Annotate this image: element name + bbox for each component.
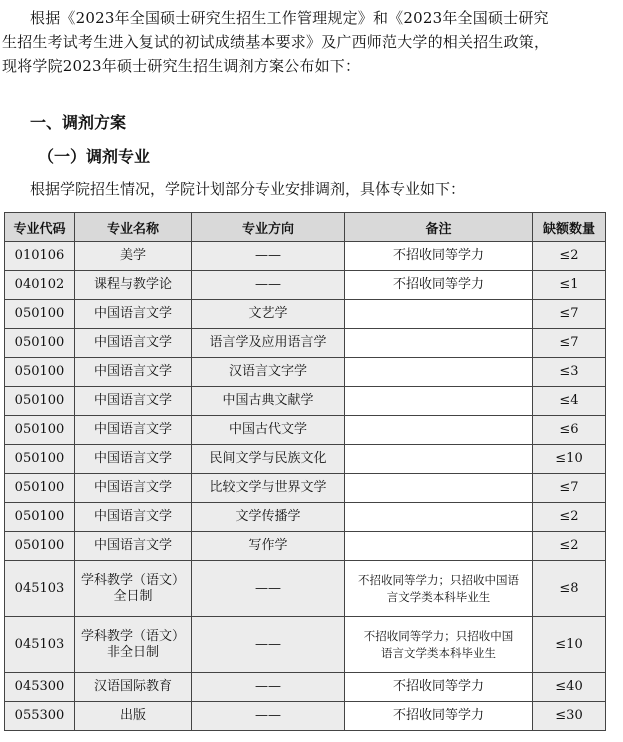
table-row: [5, 387, 606, 416]
cell-note-line-2: 语言文学类本科毕业生: [381, 645, 496, 660]
cell-name: 中国语言文学: [75, 474, 192, 503]
cell-code: 045300: [5, 673, 75, 702]
cell-code: 040102: [5, 271, 75, 300]
cell-quota: ≤7: [533, 474, 606, 503]
table-row: [5, 503, 606, 532]
cell-name: [75, 617, 192, 673]
cell-note: [345, 617, 533, 673]
adjustment-majors-table: [4, 212, 606, 731]
table-row: [5, 358, 606, 387]
intro-line-1: 根据《2023年全国硕士研究生招生工作管理规定》和《2023年全国硕士研究: [30, 9, 549, 27]
cell-note: 不招收同等学力: [345, 242, 533, 271]
cell-name: 美学: [75, 242, 192, 271]
cell-code: 050100: [5, 503, 75, 532]
cell-direction: 汉语言文字学: [192, 358, 345, 387]
cell-name: [75, 561, 192, 617]
cell-name: 汉语国际教育: [75, 673, 192, 702]
cell-name: 中国语言文学: [75, 532, 192, 561]
cell-name-line-1: 学科教学（语文）: [80, 628, 185, 644]
cell-direction: ——: [192, 673, 345, 702]
header-name: 专业名称: [75, 213, 192, 242]
cell-code: 050100: [5, 329, 75, 358]
cell-quota: ≤10: [533, 445, 606, 474]
cell-code: 045103: [5, 561, 75, 617]
cell-name: 课程与教学论: [75, 271, 192, 300]
cell-note: [345, 329, 533, 358]
section-heading: 一、调剂方案: [30, 113, 127, 132]
header-note: 备注: [345, 213, 533, 242]
table-row: [5, 242, 606, 271]
subsection-heading: （一）调剂专业: [38, 147, 151, 166]
cell-direction: ——: [192, 617, 345, 673]
cell-name: 中国语言文学: [75, 445, 192, 474]
table-row: [5, 445, 606, 474]
cell-code: 010106: [5, 242, 75, 271]
cell-direction: 中国古代文学: [192, 416, 345, 445]
cell-name: 中国语言文学: [75, 503, 192, 532]
cell-quota: ≤10: [533, 617, 606, 673]
cell-code: 050100: [5, 445, 75, 474]
cell-note: [345, 416, 533, 445]
cell-quota: ≤40: [533, 673, 606, 702]
cell-quota: ≤4: [533, 387, 606, 416]
table-row: [5, 416, 606, 445]
cell-note: [345, 387, 533, 416]
cell-note: [345, 474, 533, 503]
cell-quota: ≤30: [533, 702, 606, 731]
cell-quota: ≤8: [533, 561, 606, 617]
cell-note: [345, 503, 533, 532]
cell-name-line-1: 学科教学（语文）: [80, 572, 185, 588]
cell-quota: ≤7: [533, 329, 606, 358]
table-row: [5, 532, 606, 561]
cell-quota: ≤6: [533, 416, 606, 445]
cell-name: 中国语言文学: [75, 329, 192, 358]
cell-direction: 文学传播学: [192, 503, 345, 532]
cell-direction: 中国古典文献学: [192, 387, 345, 416]
cell-note: 不招收同等学力: [345, 271, 533, 300]
cell-note-line-1: 不招收同等学力；只招收中国: [363, 628, 514, 643]
cell-name: 中国语言文学: [75, 300, 192, 329]
cell-code: 050100: [5, 300, 75, 329]
cell-code: 050100: [5, 474, 75, 503]
cell-name: 出版: [75, 702, 192, 731]
cell-code: 050100: [5, 416, 75, 445]
cell-note: 不招收同等学力: [345, 673, 533, 702]
cell-name-line-2: 非全日制: [106, 644, 159, 660]
table-intro-text: 根据学院招生情况，学院计划部分专业安排调剂，具体专业如下：: [30, 180, 466, 198]
cell-note: [345, 532, 533, 561]
header-quota: 缺额数量: [533, 213, 606, 242]
cell-note-line-2: 言文学类本科毕业生: [386, 589, 491, 604]
table-row: [5, 271, 606, 300]
cell-direction: ——: [192, 702, 345, 731]
table-row: [5, 329, 606, 358]
cell-direction: 民间文学与民族文化: [192, 445, 345, 474]
cell-quota: ≤1: [533, 271, 606, 300]
cell-name: 中国语言文学: [75, 387, 192, 416]
header-direction: 专业方向: [192, 213, 345, 242]
cell-name-line-2: 全日制: [113, 588, 153, 604]
intro-line-3: 现将学院2023年硕士研究生招生调剂方案公布如下：: [2, 57, 361, 75]
table-row: [5, 561, 606, 617]
cell-name: 中国语言文学: [75, 358, 192, 387]
cell-quota: ≤2: [533, 532, 606, 561]
cell-note: [345, 300, 533, 329]
cell-code: 050100: [5, 358, 75, 387]
intro-paragraph: [0, 6, 623, 78]
table-row: [5, 673, 606, 702]
cell-direction: 文艺学: [192, 300, 345, 329]
cell-direction: ——: [192, 561, 345, 617]
cell-note: [345, 445, 533, 474]
cell-direction: ——: [192, 242, 345, 271]
cell-direction: 语言学及应用语言学: [192, 329, 345, 358]
cell-direction: 写作学: [192, 532, 345, 561]
cell-direction: 比较文学与世界文学: [192, 474, 345, 503]
intro-line-2: 生招生考试考生进入复试的初试成绩基本要求》及广西师范大学的相关招生政策，: [2, 33, 550, 51]
table-header-row: [5, 213, 606, 242]
table-row: [5, 474, 606, 503]
cell-note: [345, 561, 533, 617]
cell-quota: ≤2: [533, 242, 606, 271]
header-code: 专业代码: [5, 213, 75, 242]
cell-quota: ≤7: [533, 300, 606, 329]
cell-direction: ——: [192, 271, 345, 300]
cell-code: 050100: [5, 532, 75, 561]
cell-note: [345, 358, 533, 387]
cell-note: 不招收同等学力: [345, 702, 533, 731]
cell-name: 中国语言文学: [75, 416, 192, 445]
cell-code: 045103: [5, 617, 75, 673]
cell-quota: ≤3: [533, 358, 606, 387]
cell-code: 055300: [5, 702, 75, 731]
cell-quota: ≤2: [533, 503, 606, 532]
table-row: [5, 617, 606, 673]
table-row: [5, 300, 606, 329]
cell-code: 050100: [5, 387, 75, 416]
cell-note-line-1: 不招收同等学力；只招收中国语: [358, 572, 519, 587]
table-row: [5, 702, 606, 731]
